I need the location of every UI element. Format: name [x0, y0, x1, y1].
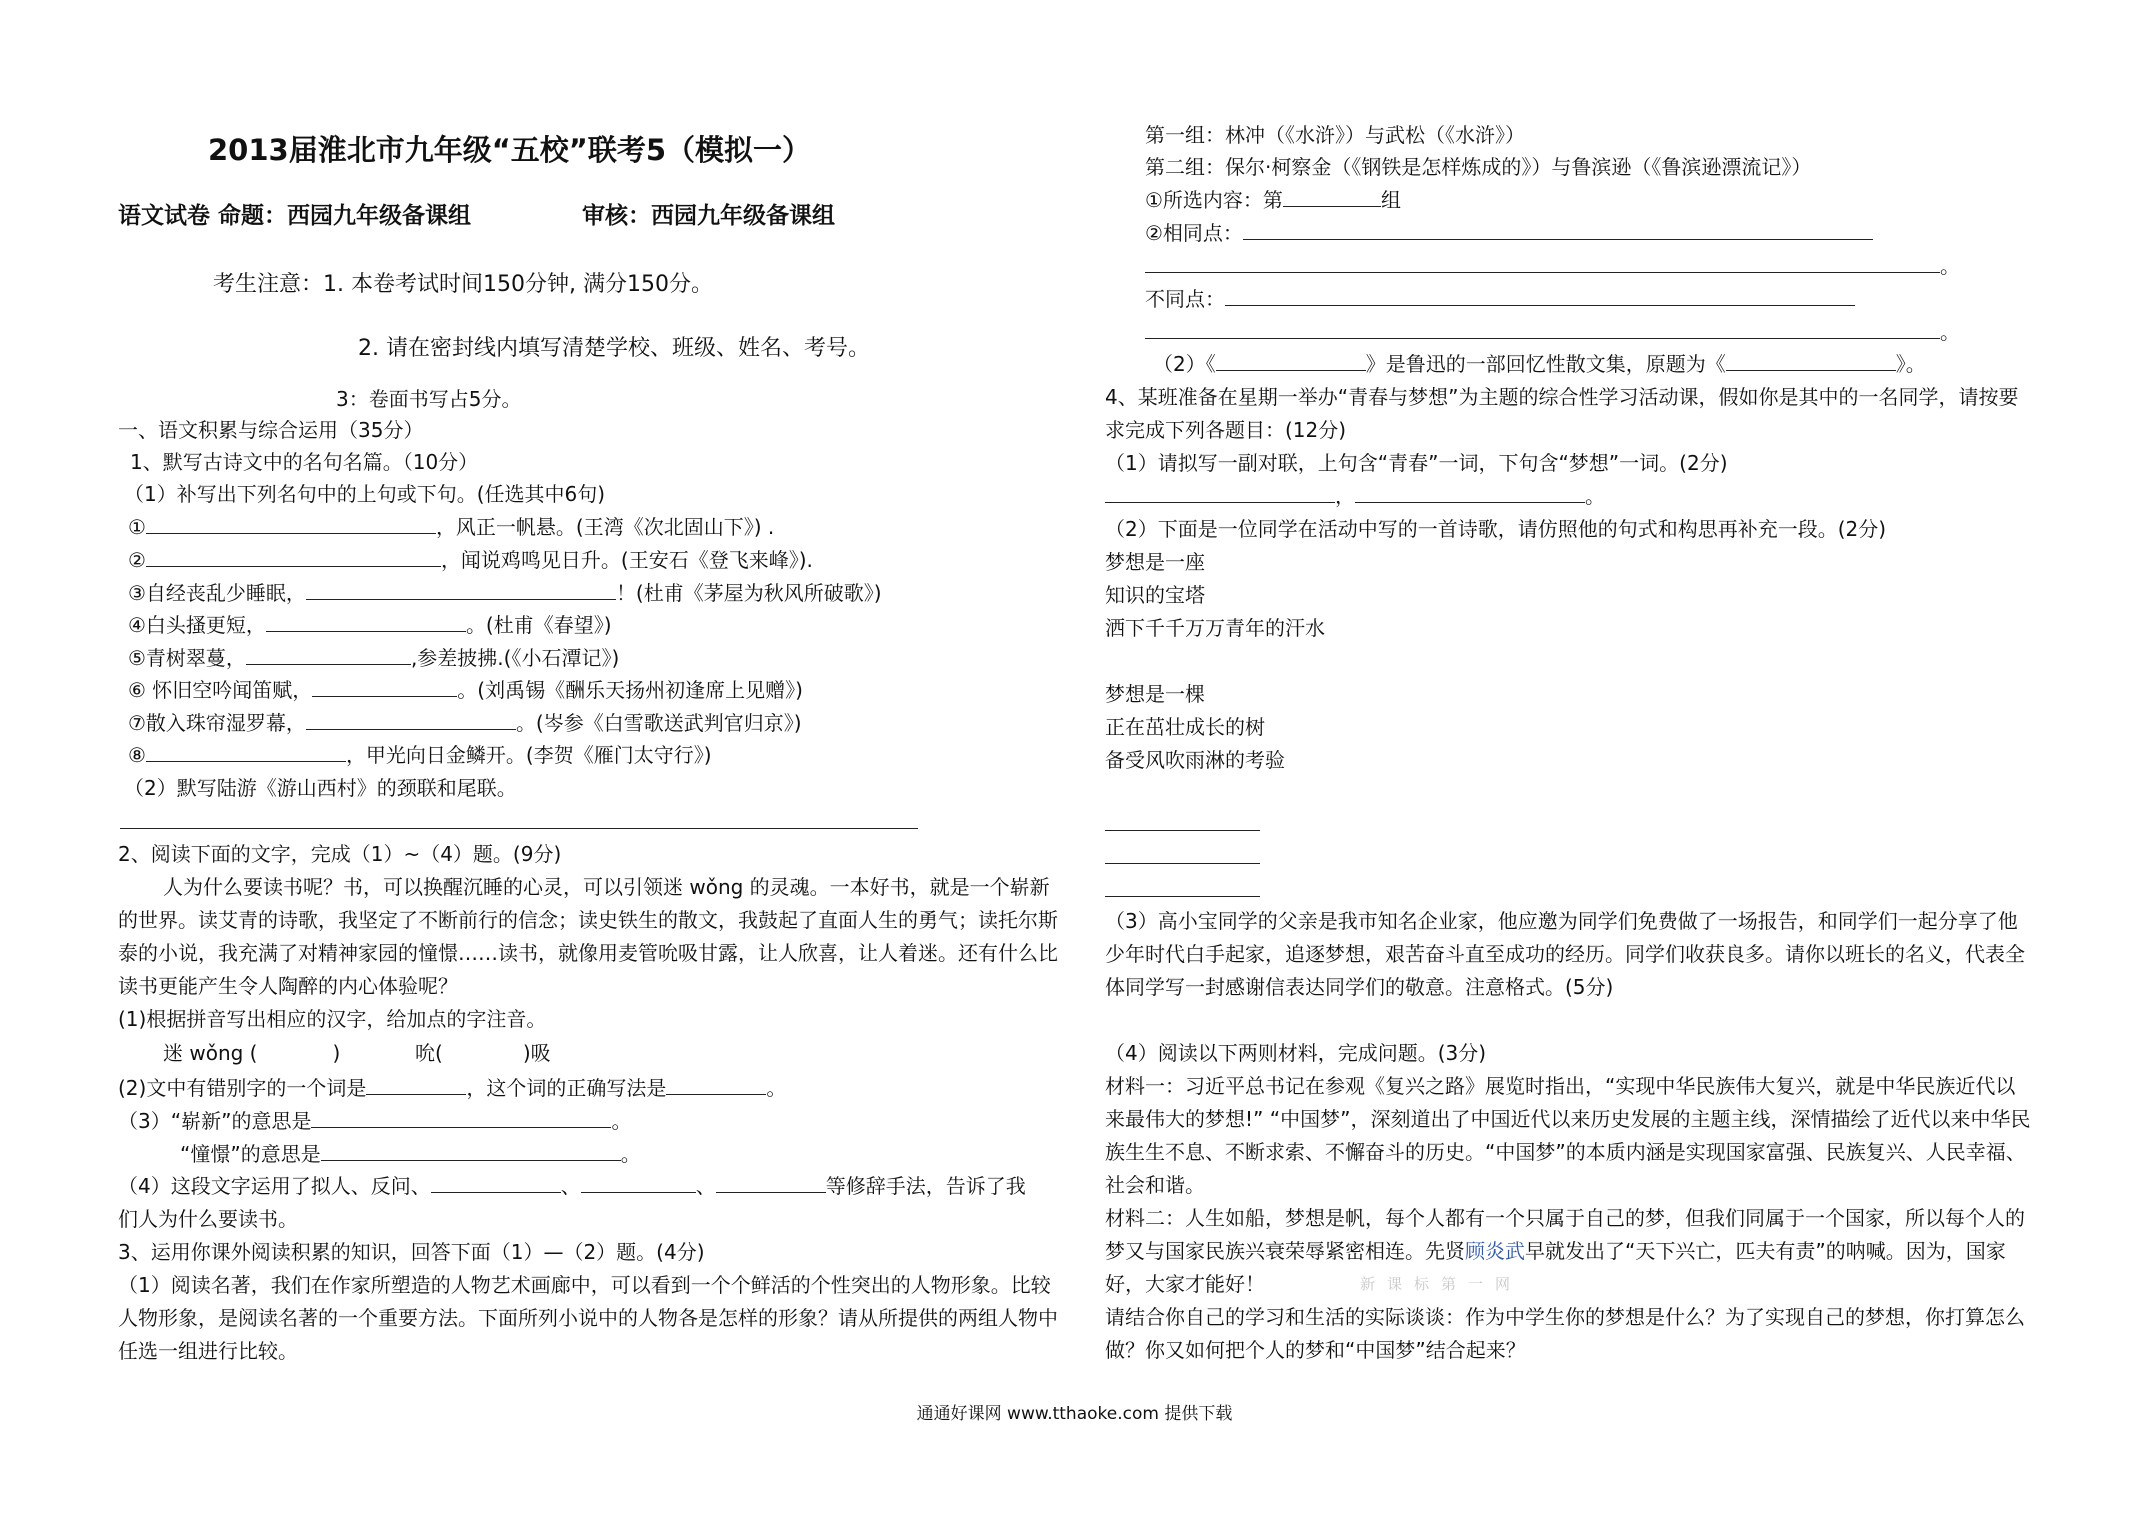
material-2-text-cont: 早就发出了“天下兴亡，匹夫有责”的呐喊。因为，国家好，大家才能好！ — [1105, 1239, 2006, 1296]
question-2-3b — [180, 1138, 641, 1171]
fill-line-8-tail: ，甲光向日金鳞开。(李贺《雁门太守行》) — [345, 743, 712, 767]
fill-line-2-tail: ，闻说鸡鸣见日升。(王安石《登飞来峰》). — [440, 548, 813, 572]
fill-line-7-tail: 。(岑参《白雪歌送武判官归京》) — [515, 711, 802, 735]
q3-2-lead: （2）《 — [1153, 352, 1216, 376]
fill-line-5-lead: ⑤青树翠蔓， — [128, 646, 246, 670]
q2-4-sep2: 、 — [695, 1174, 716, 1198]
q2-4-sep1: 、 — [560, 1174, 581, 1198]
question-2-4 — [118, 1170, 1026, 1203]
answer-blank[interactable] — [1243, 217, 1873, 240]
period: 。 — [1940, 254, 1960, 278]
question-2: 2、阅读下面的文字，完成（1）~（4）题。(9分) — [118, 842, 562, 866]
fill-line-3 — [128, 577, 882, 610]
fill-line-3-lead: ③自经丧乱少睡眠， — [128, 581, 306, 605]
answer-blank[interactable] — [311, 1105, 611, 1128]
subtitle-reviewer: 审核：西园九年级备课组 — [582, 203, 835, 229]
fill-line-3-tail: ！(杜甫《茅屋为秋风所破歌》) — [615, 581, 882, 605]
diff-points — [1145, 283, 1855, 316]
answer-blank[interactable] — [1726, 348, 1896, 371]
pinyin-item-2 — [415, 1037, 551, 1070]
q3-2-mid: 》是鲁迅的一部回忆性散文集，原题为《 — [1365, 352, 1726, 376]
fill-line-7 — [128, 707, 802, 740]
answer-blank[interactable] — [1105, 480, 1335, 503]
question-2-2 — [118, 1072, 786, 1105]
answer-blank[interactable] — [581, 1170, 696, 1193]
fill-line-1-lead: ① — [128, 515, 146, 539]
fill-line-2 — [128, 544, 813, 577]
same-points-cont — [1145, 250, 1960, 283]
couplet-blanks — [1105, 480, 1605, 513]
fill-line-8-lead: ⑧ — [128, 743, 146, 767]
answer-blank[interactable] — [146, 739, 346, 762]
q2-2-lead: (2)文中有错别字的一个词是 — [118, 1076, 367, 1100]
answer-blank[interactable] — [306, 577, 616, 600]
fill-line-4 — [128, 609, 612, 642]
highlighted-name: 顾炎武 — [1465, 1239, 1525, 1263]
question-4: 4、某班准备在星期一举办“青春与梦想”为主题的综合性学习活动课，假如你是其中的一名同学，请按要求完成下列各题目：(12分) — [1105, 385, 2019, 442]
pinyin-close: ) — [332, 1041, 341, 1065]
pinyin-close: )吸 — [522, 1041, 551, 1065]
answer-blank[interactable] — [312, 674, 457, 697]
period: 。 — [1585, 484, 1605, 508]
section-1-heading: 一、语文积累与综合运用（35分） — [118, 418, 424, 442]
q2-2-end: 。 — [766, 1076, 787, 1100]
question-2-4-cont: 们人为什么要读书。 — [118, 1207, 298, 1231]
q2-4-lead: （4）这段文字运用了拟人、反问、 — [118, 1174, 431, 1198]
fill-line-6-tail: 。(刘禹锡《酬乐天扬州初逢席上见赠》) — [457, 678, 803, 702]
material-1: 材料一：习近平总书记在参观《复兴之路》展览时指出，“实现中华民族伟大复兴，就是中华民族近代以来最伟大的梦想!” “中国梦”，深刻道出了中国近代以来历史发展的主题主线，深情描绘了近代以来中华民族生生不息、不断求索、不懈奋斗的历史。“中国梦”的本质内涵是实现国家富强、民族复兴、人民幸福、社会和谐。 — [1105, 1074, 2031, 1197]
notice-1: 考生注意：1. 本卷考试时间150分钟, 满分150分。 — [213, 272, 713, 297]
diff-points-label: 不同点： — [1145, 287, 1225, 311]
question-1-1: （1）补写出下列名句中的上句或下句。(任选其中6句) — [124, 482, 606, 506]
fill-line-7-lead: ⑦散入珠帘湿罗幕， — [128, 711, 306, 735]
fill-line-1 — [128, 511, 774, 544]
material-2 — [1105, 1202, 2035, 1301]
selected-group — [1145, 184, 1401, 217]
poem-line: 梦想是一棵 — [1105, 682, 1205, 706]
q2-3-end: 。 — [611, 1109, 632, 1133]
answer-blank[interactable] — [1225, 283, 1855, 306]
question-3: 3、运用你课外阅读积累的知识，回答下面（1）—（2）题。(4分) — [118, 1240, 705, 1264]
same-points — [1145, 217, 1873, 250]
fill-line-5-tail: ,参差披拂.(《小石潭记》) — [410, 646, 620, 670]
poem-line: 备受风吹雨淋的考验 — [1105, 748, 1285, 772]
fill-line-4-lead: ④白头搔更短， — [128, 613, 266, 637]
q2-3-lead: （3）“崭新”的意思是 — [118, 1109, 312, 1133]
fill-line-4-tail: 。(杜甫《春望》) — [465, 613, 612, 637]
question-4-4: （4）阅读以下两则材料，完成问题。(3分) — [1105, 1041, 1487, 1065]
poem-line: 洒下千千万万青年的汗水 — [1105, 616, 1325, 640]
notice-2: 2. 请在密封线内填写清楚学校、班级、姓名、考号。 — [358, 336, 870, 361]
answer-blank[interactable] — [366, 1072, 466, 1095]
group-2: 第二组：保尔·柯察金（《钢铁是怎样炼成的》）与鲁滨逊（《鲁滨逊漂流记》） — [1145, 155, 1812, 179]
answer-blank[interactable] — [146, 511, 436, 534]
question-4-3: （3）高小宝同学的父亲是我市知名企业家，他应邀为同学们免费做了一场报告，和同学们一起分享了他少年时代白手起家，追逐梦想，艰苦奋斗直至成功的经历。同学们收获良多。请你以班长的名义，代表全体同学写一封感谢信表达同学们的敬意。注意格式。(5分) — [1105, 909, 2025, 999]
answer-blank[interactable] — [1216, 348, 1366, 371]
answer-blank[interactable] — [716, 1170, 826, 1193]
answer-blank[interactable] — [1145, 250, 1940, 273]
watermark: 新课标第一网 — [1360, 1275, 1523, 1293]
answer-blank[interactable] — [1145, 316, 1940, 339]
answer-line[interactable] — [1105, 896, 1260, 897]
fill-line-8 — [128, 739, 712, 772]
same-points-label: ②相同点： — [1145, 221, 1243, 245]
answer-blank[interactable] — [431, 1170, 561, 1193]
question-2-1: (1)根据拼音写出相应的汉字，给加点的字注音。 — [118, 1007, 547, 1031]
period: 。 — [1940, 320, 1960, 344]
notice-3: 3：卷面书写占5分。 — [336, 387, 522, 411]
page-title: 2013届淮北市九年级“五校”联考5（模拟一） — [208, 133, 812, 167]
pinyin-item-1 — [163, 1037, 340, 1070]
fill-line-6-lead: ⑥ 怀旧空吟闻笛赋， — [128, 678, 313, 702]
q2-3b-lead: “憧憬”的意思是 — [180, 1142, 321, 1166]
answer-line[interactable] — [1105, 863, 1260, 864]
fill-line-5 — [128, 642, 619, 675]
group-1: 第一组：林冲（《水浒》）与武松（《水浒》） — [1145, 123, 1525, 147]
comma: ， — [1335, 484, 1355, 508]
fill-line-6 — [128, 674, 803, 707]
answer-blank[interactable] — [1355, 480, 1585, 503]
poem-line: 知识的宝塔 — [1105, 583, 1205, 607]
answer-line[interactable] — [120, 828, 918, 829]
question-2-3 — [118, 1105, 631, 1138]
answer-blank[interactable] — [321, 1138, 621, 1161]
reading-passage: 人为什么要读书呢？书，可以换醒沉睡的心灵，可以引领迷 wǒng 的灵魂。一本好书，就是一个崭新的世界。读艾青的诗歌，我坚定了不断前行的信念；读史铁生的散文，我鼓起了直面人生的勇气；读托尔斯泰的小说，我充满了对精神家园的憧憬……读书，就像用麦管吮吸甘露，让人欣喜，让人着迷。还有什么比读书更能产生令人陶醉的内心体验呢？ — [118, 875, 1058, 998]
selected-group-label: ①所选内容：第 — [1145, 188, 1283, 212]
question-4-2: （2）下面是一位同学在活动中写的一首诗歌，请仿照他的句式和构思再补充一段。(2分) — [1105, 517, 1887, 541]
pinyin-word: 迷 wǒng ( — [163, 1041, 258, 1065]
question-1-2: （2）默写陆游《游山西村》的颈联和尾联。 — [124, 776, 517, 800]
material-2-text: 材料二：人生如船，梦想是帆，每个人都有一个只属于自己的梦，但我们同属于一个国家，所以每个人的梦又与国家民族兴衰荣辱紧密相连。先贤 — [1105, 1206, 2025, 1263]
pinyin-char: 吮( — [415, 1041, 443, 1065]
poem-line: 梦想是一座 — [1105, 550, 1205, 574]
question-3-1: （1）阅读名著，我们在作家所塑造的人物艺术画廊中，可以看到一个个鲜活的个性突出的人物形象。比较人物形象，是阅读名著的一个重要方法。下面所列小说中的人物各是怎样的形象？请从所提供的两组人物中任选一组进行比较。 — [118, 1273, 1058, 1363]
question-3-2 — [1153, 348, 1926, 381]
question-4-1: （1）请拟写一副对联，上句含“青春”一词，下句含“梦想”一词。(2分) — [1105, 451, 1728, 475]
q2-4-tail: 等修辞手法，告诉了我 — [825, 1174, 1026, 1198]
answer-blank[interactable] — [1283, 184, 1381, 207]
q2-3b-end: 。 — [620, 1142, 641, 1166]
poem-line: 正在茁壮成长的树 — [1105, 715, 1265, 739]
fill-line-1-tail: ，风正一帆悬。(王湾《次北固山下》) . — [435, 515, 775, 539]
page-footer: 通通好课网 www.tthaoke.com 提供下载 — [916, 1404, 1233, 1424]
final-prompt: 请结合你自己的学习和生活的实际谈谈：作为中学生你的梦想是什么？为了实现自己的梦想，你打算怎么做？你又如何把个人的梦和“中国梦”结合起来？ — [1105, 1305, 2025, 1362]
answer-blank[interactable] — [146, 544, 441, 567]
answer-line[interactable] — [1105, 830, 1260, 831]
subtitle-author: 语文试卷 命题：西园九年级备课组 — [118, 203, 472, 229]
q3-2-end: 》。 — [1895, 352, 1926, 376]
question-1: 1、默写古诗文中的名句名篇。（10分） — [130, 450, 479, 474]
selected-group-suffix: 组 — [1380, 188, 1401, 212]
q2-2-mid: ，这个词的正确写法是 — [466, 1076, 667, 1100]
answer-blank[interactable] — [306, 707, 516, 730]
diff-points-cont — [1145, 316, 1960, 349]
answer-blank[interactable] — [666, 1072, 766, 1095]
fill-line-2-lead: ② — [128, 548, 146, 572]
answer-blank[interactable] — [246, 642, 411, 665]
answer-blank[interactable] — [266, 609, 466, 632]
